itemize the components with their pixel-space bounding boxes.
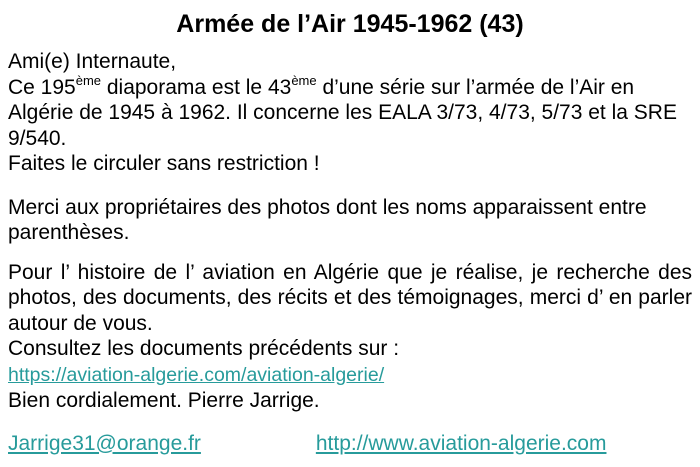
intro-seg1: Ce 195	[8, 75, 76, 99]
ordinal-suffix: ème	[75, 72, 102, 88]
consult-link-line	[8, 362, 692, 389]
page-title: Armée de l’Air 1945-1962 (43)	[176, 10, 524, 38]
consult-line: Consultez les documents précédents sur :	[8, 337, 400, 360]
ordinal-suffix: ème	[291, 72, 317, 88]
website-link[interactable]: http://www.aviation-algerie.com	[315, 431, 607, 455]
intro-greeting: Ami(e) Internaute,	[8, 50, 177, 73]
intro-circulate: Faites le circuler sans restriction !	[8, 152, 320, 175]
email-link[interactable]: Jarrige31@orange.fr	[8, 431, 201, 455]
intro-seg3: d’une série sur l’armée de l’Air en Algérie de 1945 à 1962. Il concerne les EALA 3/73, 4/73, 5/73 et la SRE 9/540.	[8, 75, 677, 150]
signoff-line: Bien cordialement. Pierre Jarrige.	[8, 389, 320, 412]
thanks-paragraph: Merci aux propriétaires des photos dont les noms apparaissent entre parenthèses.	[8, 195, 647, 244]
intro-paragraph	[8, 49, 692, 177]
request-paragraph: Pour l’ histoire de l’ aviation en Algérie que je réalise, je recherche des photos, des documents, des récits et des témoignages, merci d’ en parler autour de vous.	[8, 260, 692, 335]
email-wrap	[8, 431, 310, 457]
footer	[8, 431, 692, 457]
previous-documents-link[interactable]: https://aviation-algerie.com/aviation-algerie/	[8, 363, 385, 386]
intro-seg2: diaporama est le 43	[101, 75, 292, 99]
